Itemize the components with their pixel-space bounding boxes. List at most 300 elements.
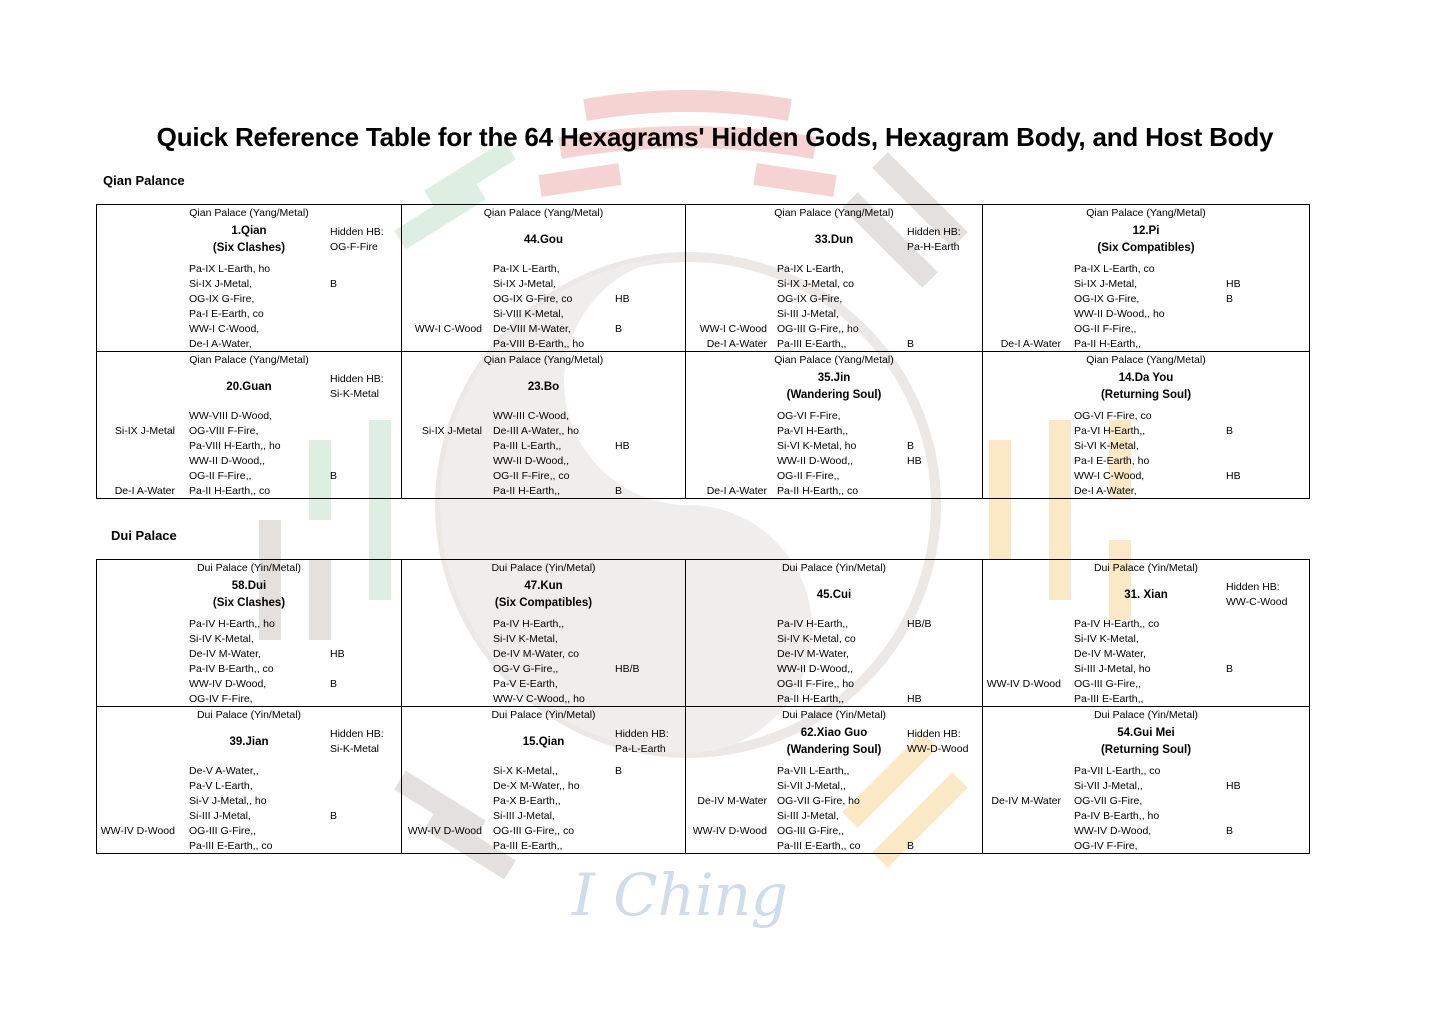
body-mark bbox=[330, 439, 337, 454]
hexagram-name: 1.Qian bbox=[231, 225, 267, 237]
body-mark bbox=[330, 617, 345, 632]
hexagram-name: 58.Dui bbox=[231, 580, 267, 592]
body-mark: B bbox=[907, 840, 915, 852]
hidden-hb-value: Si-K-Metal bbox=[330, 388, 380, 400]
line-entry: Si-IV K-Metal, bbox=[189, 633, 254, 645]
body-mark bbox=[1226, 809, 1241, 824]
line-list bbox=[1074, 617, 1159, 707]
hexagram-cell bbox=[983, 707, 1310, 854]
line-list bbox=[189, 617, 275, 707]
body-mark bbox=[907, 262, 914, 277]
body-marks-column bbox=[330, 409, 337, 499]
line-entry: Pa-X B-Earth,, bbox=[493, 795, 561, 807]
hidden-gods-column bbox=[402, 262, 482, 352]
body-mark bbox=[615, 632, 640, 647]
line-list bbox=[189, 409, 281, 499]
hexagram-cell bbox=[686, 352, 983, 499]
body-mark bbox=[1226, 677, 1233, 692]
hidden-hb bbox=[330, 225, 384, 255]
hexagram-name: 12.Pi bbox=[1132, 225, 1160, 237]
hidden-hb-value: Pa-H-Earth bbox=[907, 241, 960, 253]
hidden-god bbox=[97, 647, 175, 662]
body-mark bbox=[330, 322, 337, 337]
hexagram-name: 39.Jian bbox=[229, 736, 269, 748]
hidden-hb-value: Pa-L-Earth bbox=[615, 743, 666, 755]
palace-label: Dui Palace (Yin/Metal) bbox=[491, 709, 596, 721]
hidden-god bbox=[97, 337, 175, 352]
body-mark bbox=[907, 647, 932, 662]
hidden-god bbox=[983, 824, 1061, 839]
hexagram-cell-body bbox=[97, 205, 401, 351]
line-entry: OG-VII G-Fire, bbox=[1074, 795, 1143, 807]
hidden-god: De-IV M-Water bbox=[991, 795, 1061, 807]
hidden-hb bbox=[330, 727, 384, 757]
hexagram-cell bbox=[402, 707, 686, 854]
line-entry: Pa-II H-Earth,, bbox=[1074, 338, 1142, 350]
line-entry: Pa-IX L-Earth, ho bbox=[189, 263, 271, 275]
body-mark bbox=[907, 307, 914, 322]
hexagram-name: 23.Bo bbox=[527, 381, 560, 393]
line-list bbox=[777, 764, 860, 854]
palace-label: Qian Palace (Yang/Metal) bbox=[483, 207, 604, 219]
line-list bbox=[777, 617, 856, 707]
hidden-god bbox=[97, 469, 175, 484]
body-mark bbox=[907, 469, 922, 484]
line-entry: Pa-V E-Earth, bbox=[493, 678, 558, 690]
line-entry: Pa-II H-Earth,, co bbox=[189, 485, 271, 497]
hidden-god bbox=[97, 409, 175, 424]
body-mark bbox=[907, 824, 914, 839]
line-entry: Si-IX J-Metal, co bbox=[777, 278, 855, 290]
hidden-god bbox=[983, 632, 1061, 647]
line-list bbox=[189, 764, 272, 854]
body-mark bbox=[907, 779, 914, 794]
body-mark: B bbox=[615, 765, 623, 777]
body-mark bbox=[615, 454, 630, 469]
hexagram-cell bbox=[983, 352, 1310, 499]
hexagram-cell bbox=[402, 560, 686, 707]
body-mark: B bbox=[330, 278, 338, 290]
line-entry: Si-IV K-Metal, bbox=[1074, 633, 1139, 645]
hidden-god bbox=[97, 809, 175, 824]
body-mark bbox=[615, 617, 640, 632]
hidden-gods-column bbox=[402, 617, 482, 707]
body-mark bbox=[1226, 632, 1233, 647]
body-mark bbox=[1226, 764, 1241, 779]
line-entry: Pa-VII L-Earth,, bbox=[777, 765, 850, 777]
body-mark: HB/B bbox=[615, 663, 640, 675]
hidden-god: De-I A-Water bbox=[114, 485, 175, 497]
hexagram-subtitle: (Six Compatibles) bbox=[494, 597, 593, 609]
hidden-god bbox=[983, 692, 1061, 707]
body-mark bbox=[330, 424, 337, 439]
body-mark bbox=[907, 677, 932, 692]
hexagram-cell-body bbox=[983, 707, 1309, 853]
hidden-god bbox=[402, 809, 482, 824]
body-marks-column bbox=[907, 764, 914, 854]
hidden-god: WW-IV D-Wood bbox=[986, 678, 1061, 690]
body-mark bbox=[907, 424, 922, 439]
hidden-god bbox=[402, 617, 482, 632]
body-mark bbox=[615, 409, 630, 424]
palace-label: Dui Palace (Yin/Metal) bbox=[196, 709, 302, 721]
line-entry: Si-III J-Metal, ho bbox=[1074, 663, 1151, 675]
hidden-hb bbox=[907, 225, 961, 255]
hidden-god bbox=[686, 409, 767, 424]
body-mark bbox=[1226, 409, 1241, 424]
hidden-god bbox=[983, 262, 1061, 277]
line-entry: Si-IX J-Metal, bbox=[493, 278, 557, 290]
palace-label: Dui Palace (Yin/Metal) bbox=[491, 562, 596, 574]
hexagram-cell bbox=[97, 352, 402, 499]
hidden-god bbox=[983, 764, 1061, 779]
line-list bbox=[493, 764, 580, 854]
palace-label: Dui Palace (Yin/Metal) bbox=[1093, 709, 1199, 721]
hidden-god bbox=[97, 662, 175, 677]
line-entry: Pa-VII L-Earth,, co bbox=[1074, 765, 1161, 777]
hidden-god bbox=[686, 424, 767, 439]
hidden-god bbox=[686, 307, 767, 322]
line-entry: OG-VI F-Fire, co bbox=[1074, 410, 1152, 422]
hidden-god bbox=[983, 617, 1061, 632]
page-title: Quick Reference Table for the 64 Hexagrams' Hidden Gods, Hexagram Body, and Host Body bbox=[156, 122, 1274, 152]
line-entry: Pa-VI H-Earth,, bbox=[777, 425, 849, 437]
hidden-god bbox=[686, 677, 767, 692]
hidden-hb-label: Hidden HB: bbox=[907, 226, 961, 238]
body-marks-column bbox=[615, 617, 640, 707]
body-mark bbox=[1226, 484, 1241, 499]
hidden-god bbox=[983, 409, 1061, 424]
body-mark bbox=[1226, 692, 1233, 707]
body-mark bbox=[615, 262, 630, 277]
line-entry: OG-V G-Fire,, bbox=[493, 663, 559, 675]
hidden-god: WW-I C-Wood bbox=[699, 323, 767, 335]
hexagram-name: 44.Gou bbox=[524, 234, 563, 246]
line-entry: Si-VII J-Metal,, bbox=[777, 780, 846, 792]
hexagram-cell bbox=[402, 205, 686, 352]
line-entry: Pa-IV H-Earth,, bbox=[777, 618, 849, 630]
line-list bbox=[1074, 409, 1152, 499]
hidden-god bbox=[983, 292, 1061, 307]
body-mark: HB bbox=[330, 648, 345, 660]
hexagram-cell bbox=[686, 707, 983, 854]
body-mark bbox=[330, 779, 337, 794]
hidden-gods-column bbox=[686, 617, 767, 707]
body-mark bbox=[615, 337, 630, 352]
hexagram-subtitle: (Wandering Soul) bbox=[786, 744, 882, 756]
hidden-god bbox=[97, 454, 175, 469]
line-entry: Pa-IV H-Earth,, bbox=[493, 618, 565, 630]
hidden-gods-column bbox=[402, 764, 482, 854]
body-mark: B bbox=[615, 485, 623, 497]
hexagram-name: 62.Xiao Guo bbox=[800, 727, 868, 739]
hexagram-cell bbox=[402, 352, 686, 499]
body-mark bbox=[1226, 337, 1241, 352]
hidden-god bbox=[97, 307, 175, 322]
body-mark: HB bbox=[615, 440, 630, 452]
hexagram-subtitle: (Six Clashes) bbox=[212, 242, 286, 254]
hidden-god bbox=[686, 779, 767, 794]
body-mark bbox=[330, 484, 337, 499]
hidden-hb bbox=[1226, 580, 1287, 610]
line-entry: Si-III J-Metal, bbox=[189, 810, 251, 822]
hexagram-cell-body bbox=[686, 560, 982, 706]
line-entry: Si-VIII K-Metal, bbox=[493, 308, 564, 320]
hidden-god bbox=[402, 677, 482, 692]
body-mark: HB bbox=[1226, 470, 1241, 482]
line-entry: Pa-IX L-Earth, co bbox=[1074, 263, 1155, 275]
palace-label: Qian Palace (Yang/Metal) bbox=[483, 354, 604, 366]
hexagram-cell-body bbox=[402, 707, 685, 853]
line-entry: WW-III C-Wood, bbox=[493, 410, 570, 422]
line-entry: OG-IX G-Fire, bbox=[189, 293, 255, 305]
line-list bbox=[189, 262, 270, 352]
body-mark bbox=[330, 337, 337, 352]
body-marks-column bbox=[615, 262, 630, 352]
hexagram-name: 14.Da You bbox=[1118, 372, 1174, 384]
hidden-gods-column bbox=[983, 409, 1061, 499]
body-mark bbox=[1226, 647, 1233, 662]
body-mark bbox=[615, 424, 630, 439]
hidden-god bbox=[97, 617, 175, 632]
hexagram-subtitle: (Wandering Soul) bbox=[786, 389, 882, 401]
palace-label: Dui Palace (Yin/Metal) bbox=[1093, 562, 1199, 574]
hidden-gods-column bbox=[97, 262, 175, 352]
hexagram-cell-body bbox=[402, 560, 685, 706]
hidden-god bbox=[686, 647, 767, 662]
hidden-god: De-IV M-Water bbox=[697, 795, 767, 807]
hidden-god bbox=[402, 764, 482, 779]
line-entry: Si-IX J-Metal, bbox=[189, 278, 253, 290]
body-marks-column bbox=[1226, 617, 1233, 707]
hexagram-subtitle: (Six Compatibles) bbox=[1097, 242, 1195, 254]
hidden-god bbox=[402, 469, 482, 484]
line-entry: Pa-II H-Earth,, co bbox=[777, 485, 859, 497]
hidden-hb-value: OG-F-Fire bbox=[330, 241, 378, 253]
palace-label: Qian Palace (Yang/Metal) bbox=[1086, 354, 1206, 366]
hexagram-cell bbox=[983, 560, 1310, 707]
hidden-god bbox=[686, 662, 767, 677]
body-mark bbox=[907, 322, 914, 337]
body-marks-column bbox=[330, 262, 337, 352]
palace-label: Dui Palace (Yin/Metal) bbox=[196, 562, 302, 574]
line-entry: Pa-III L-Earth,, bbox=[493, 440, 562, 452]
hidden-hb-label: Hidden HB: bbox=[1226, 581, 1280, 593]
section-title-qian: Qian Palance bbox=[103, 173, 185, 188]
line-entry: OG-VI F-Fire, bbox=[777, 410, 841, 422]
line-entry: Pa-IV B-Earth,, ho bbox=[1074, 810, 1160, 822]
line-entry: De-I A-Water, bbox=[189, 338, 252, 350]
hexagram-cell-body bbox=[983, 205, 1309, 351]
hexagram-cell-body bbox=[686, 707, 982, 853]
line-entry: OG-II F-Fire,, bbox=[1074, 323, 1137, 335]
hidden-hb-label: Hidden HB: bbox=[615, 728, 669, 740]
line-entry: WW-I C-Wood, bbox=[1074, 470, 1145, 482]
line-entry: Pa-IV H-Earth,, co bbox=[1074, 618, 1160, 630]
hidden-gods-column bbox=[983, 262, 1061, 352]
hidden-god bbox=[983, 307, 1061, 322]
body-mark bbox=[1226, 262, 1241, 277]
body-mark: B bbox=[330, 470, 338, 482]
hidden-god bbox=[402, 337, 482, 352]
line-entry: OG-IX G-Fire, bbox=[777, 293, 843, 305]
line-entry: Pa-IV B-Earth,, co bbox=[189, 663, 274, 675]
hidden-gods-column bbox=[983, 617, 1061, 707]
body-marks-column bbox=[330, 617, 345, 707]
hexagram-cell-body bbox=[97, 707, 401, 853]
line-entry: OG-IV F-Fire, bbox=[189, 693, 253, 705]
hidden-god bbox=[983, 454, 1061, 469]
body-mark: B bbox=[1226, 425, 1234, 437]
line-entry: Pa-III E-Earth,, bbox=[493, 840, 563, 852]
hidden-god bbox=[983, 809, 1061, 824]
line-entry: Pa-VIII B-Earth,, ho bbox=[493, 338, 585, 350]
body-mark: HB bbox=[907, 455, 922, 467]
hidden-god bbox=[686, 692, 767, 707]
line-entry: OG-VII G-Fire, ho bbox=[777, 795, 860, 807]
body-mark: HB bbox=[615, 293, 630, 305]
body-mark bbox=[615, 809, 622, 824]
hidden-god bbox=[402, 484, 482, 499]
body-mark bbox=[615, 794, 622, 809]
line-entry: De-IV M-Water, bbox=[189, 648, 261, 660]
hidden-god bbox=[686, 469, 767, 484]
line-entry: OG-III G-Fire,, bbox=[1074, 678, 1142, 690]
line-entry: WW-II D-Wood,, bbox=[189, 455, 266, 467]
line-entry: WW-IV D-Wood, bbox=[1074, 825, 1152, 837]
hidden-hb bbox=[615, 727, 669, 757]
hidden-god bbox=[686, 292, 767, 307]
line-entry: OG-II F-Fire,, bbox=[189, 470, 252, 482]
line-entry: WW-IV D-Wood, bbox=[189, 678, 267, 690]
line-entry: WW-V C-Wood,, ho bbox=[493, 693, 585, 705]
body-mark bbox=[330, 292, 337, 307]
hexagram-name: 31. Xian bbox=[1124, 589, 1168, 601]
body-mark bbox=[907, 764, 914, 779]
hidden-gods-column bbox=[983, 764, 1061, 854]
body-mark bbox=[1226, 322, 1241, 337]
hexagram-cell bbox=[686, 205, 983, 352]
body-mark bbox=[907, 484, 922, 499]
hexagram-subtitle: (Returning Soul) bbox=[1100, 389, 1192, 401]
hidden-god bbox=[983, 662, 1061, 677]
hidden-god bbox=[97, 779, 175, 794]
body-mark bbox=[330, 632, 345, 647]
hexagram-cell-body bbox=[97, 352, 401, 498]
line-entry: WW-I C-Wood, bbox=[189, 323, 260, 335]
line-entry: OG-II F-Fire,, bbox=[777, 470, 840, 482]
line-entry: WW-VIII D-Wood, bbox=[189, 410, 273, 422]
body-mark bbox=[330, 764, 337, 779]
body-mark: HB/B bbox=[907, 618, 932, 630]
line-entry: Si-III J-Metal, bbox=[777, 308, 839, 320]
hidden-god bbox=[402, 409, 482, 424]
body-mark bbox=[330, 307, 337, 322]
line-entry: Si-III J-Metal, bbox=[493, 810, 555, 822]
hexagram-name: 20.Guan bbox=[226, 381, 272, 393]
line-entry: Si-VII J-Metal,, bbox=[1074, 780, 1143, 792]
hidden-god bbox=[686, 764, 767, 779]
hidden-god bbox=[402, 307, 482, 322]
body-mark: B bbox=[330, 678, 338, 690]
hidden-god bbox=[402, 647, 482, 662]
line-entry: De-III A-Water,, ho bbox=[493, 425, 579, 437]
body-marks-column bbox=[1226, 262, 1241, 352]
line-entry: Pa-V L-Earth, bbox=[189, 780, 253, 792]
hidden-hb-label: Hidden HB: bbox=[330, 728, 384, 740]
line-entry: Pa-II H-Earth,, bbox=[777, 693, 845, 705]
line-entry: De-I A-Water, bbox=[1074, 485, 1137, 497]
hidden-god bbox=[97, 632, 175, 647]
line-entry: OG-IX G-Fire, co bbox=[493, 293, 573, 305]
hidden-god: WW-IV D-Wood bbox=[692, 825, 767, 837]
hidden-god: WW-IV D-Wood bbox=[100, 825, 175, 837]
body-mark bbox=[330, 839, 337, 854]
hidden-gods-column bbox=[97, 764, 175, 854]
line-list bbox=[493, 262, 584, 352]
hexagram-cell bbox=[97, 707, 402, 854]
hidden-hb-label: Hidden HB: bbox=[330, 373, 384, 385]
line-entry: Si-VI K-Metal, ho bbox=[777, 440, 857, 452]
line-entry: Pa-VIII H-Earth,, ho bbox=[189, 440, 281, 452]
line-entry: Si-IV K-Metal, bbox=[493, 633, 558, 645]
palace-label: Qian Palace (Yang/Metal) bbox=[189, 207, 309, 219]
body-mark: B bbox=[1226, 825, 1234, 837]
hidden-god: Si-IX J-Metal bbox=[421, 425, 482, 437]
line-entry: Pa-III E-Earth,, co bbox=[777, 840, 861, 852]
line-entry: WW-II D-Wood,, bbox=[777, 663, 854, 675]
line-entry: Si-IX J-Metal, bbox=[1074, 278, 1138, 290]
line-entry: WW-II D-Wood,, bbox=[777, 455, 854, 467]
hidden-god bbox=[97, 292, 175, 307]
hidden-god: WW-I C-Wood bbox=[414, 323, 482, 335]
hidden-gods-column bbox=[97, 409, 175, 499]
hexagram-name: 45.Cui bbox=[816, 589, 852, 601]
hidden-god bbox=[402, 262, 482, 277]
line-entry: OG-III G-Fire,, bbox=[777, 825, 845, 837]
line-list bbox=[1074, 262, 1165, 352]
hidden-god bbox=[402, 277, 482, 292]
hidden-god bbox=[686, 262, 767, 277]
line-list bbox=[777, 409, 858, 499]
hidden-god bbox=[983, 839, 1061, 854]
hexagram-subtitle: (Returning Soul) bbox=[1100, 744, 1192, 756]
line-entry: OG-II F-Fire,, co bbox=[493, 470, 570, 482]
body-mark bbox=[330, 454, 337, 469]
palace-label: Qian Palace (Yang/Metal) bbox=[774, 354, 894, 366]
hidden-god bbox=[402, 839, 482, 854]
line-entry: De-VIII M-Water, bbox=[493, 323, 571, 335]
hidden-god bbox=[97, 277, 175, 292]
hidden-god bbox=[686, 439, 767, 454]
body-mark bbox=[1226, 307, 1241, 322]
hexagram-cell-body bbox=[983, 352, 1309, 498]
body-mark: B bbox=[615, 323, 623, 335]
body-mark bbox=[615, 692, 640, 707]
hidden-god bbox=[402, 779, 482, 794]
hidden-god bbox=[983, 322, 1061, 337]
hidden-god bbox=[983, 424, 1061, 439]
hidden-god bbox=[402, 439, 482, 454]
body-mark: B bbox=[907, 440, 915, 452]
hexagram-name: 33.Dun bbox=[814, 234, 854, 246]
line-entry: Pa-IV H-Earth,, ho bbox=[189, 618, 275, 630]
hidden-god bbox=[983, 277, 1061, 292]
hidden-god bbox=[686, 809, 767, 824]
body-marks-column bbox=[615, 409, 630, 499]
body-mark bbox=[907, 292, 914, 307]
line-entry: Pa-I E-Earth, co bbox=[189, 308, 264, 320]
